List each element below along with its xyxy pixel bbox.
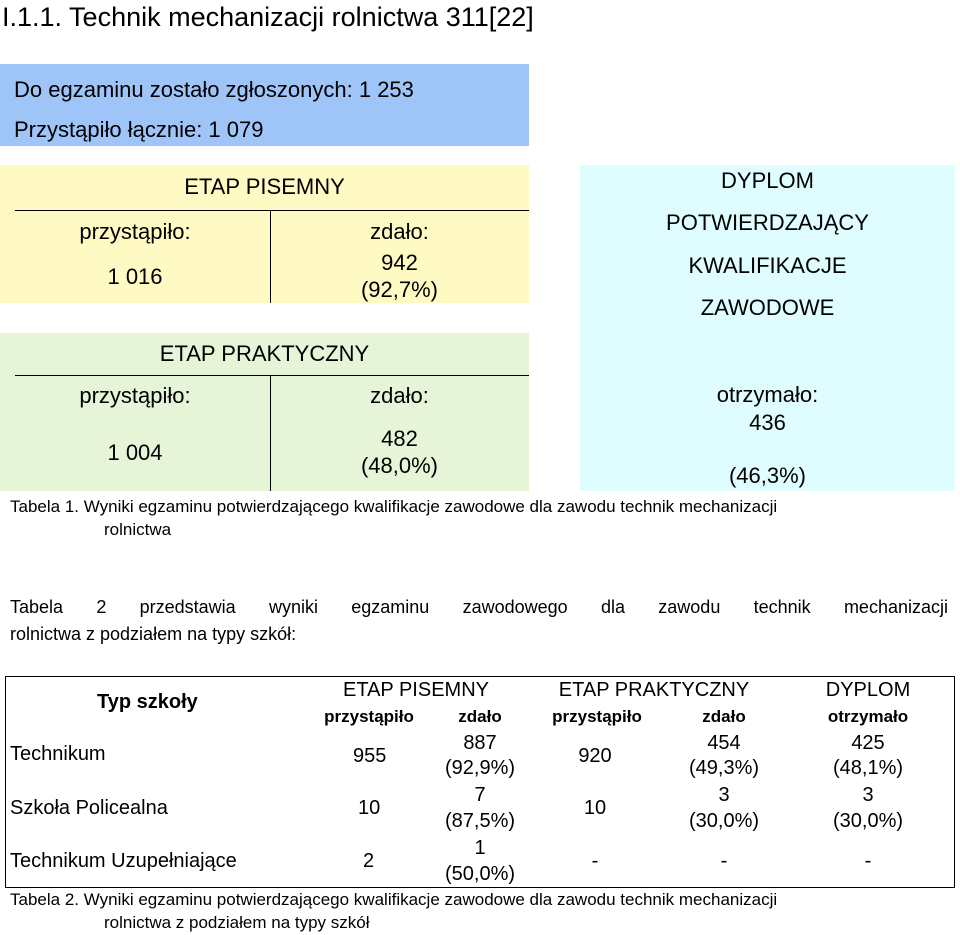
row-uzupelniajace-written-participated: 2: [363, 850, 375, 872]
table1-caption-continued: rolnictwa: [104, 520, 172, 539]
row-technikum-practical-participated: 920: [578, 745, 612, 767]
diploma-title-line: DYPLOM: [721, 168, 814, 193]
group-header-diploma: DYPLOM: [825, 679, 911, 701]
practical-stage-title: ETAP PRAKTYCZNY: [159, 341, 370, 366]
row-uzupelniajace-practical-passed: -: [720, 850, 728, 872]
practical-passed-percent: (48,0%): [360, 453, 439, 478]
row-technikum-written-passed: 887: [463, 732, 497, 754]
sub-header-diploma-received: otrzymało: [827, 707, 909, 726]
row-uzupelniajace-written-passed: 1: [474, 837, 486, 859]
practical-passed-value: 482: [381, 426, 418, 451]
written-passed-percent: (92,7%): [360, 277, 439, 302]
row-policealna-written-participated: 10: [358, 797, 381, 819]
written-participated-value: 1 016: [107, 264, 163, 289]
practical-stage-divider: [15, 375, 529, 376]
table-border-top: [5, 676, 955, 677]
table2-caption: Tabela 2. Wyniki egzaminu potwierdzającego kwalifikacje zawodowe dla zawodu technik mechanizacji: [10, 890, 778, 909]
table1-caption: Tabela 1. Wyniki egzaminu potwierdzającego kwalifikacje zawodowe dla zawodu technik mechanizacji: [10, 497, 778, 516]
row-technikum-diploma-received-pct: (48,1%): [832, 757, 904, 779]
group-header-written: ETAP PISEMNY: [343, 679, 489, 701]
diploma-received-label: otrzymało:: [716, 382, 819, 407]
row-technikum-practical-passed: 454: [707, 732, 741, 754]
row-uzupelniajace-practical-participated: -: [591, 850, 599, 872]
row-policealna-name: Szkoła Policealna: [10, 797, 168, 819]
sub-header-practical-passed: zdało: [702, 707, 746, 726]
row-policealna-practical-passed: 3: [718, 784, 730, 806]
practical-participated-label: przystąpiło:: [79, 383, 191, 408]
written-passed-value: 942: [381, 250, 418, 275]
row-technikum-diploma-received: 425: [851, 732, 885, 754]
registered-count-text: Do egzaminu zostało zgłoszonych: 1 253: [14, 77, 414, 102]
row-technikum-name: Technikum: [10, 743, 106, 765]
intro-paragraph-line: rolnictwa z podziałem na typy szkół:: [10, 624, 297, 644]
written-stage-box: [0, 165, 529, 303]
written-stage-divider: [15, 210, 529, 211]
page-heading: I.1.1. Technik mechanizacji rolnictwa 311[22]: [2, 2, 534, 32]
row-uzupelniajace-diploma-received: -: [864, 850, 872, 872]
practical-passed-label: zdało:: [370, 383, 429, 408]
sub-header-practical-participated: przystąpiło: [552, 707, 642, 726]
results-by-school-type-table: [5, 676, 955, 888]
practical-participated-value: 1 004: [107, 440, 163, 465]
row-technikum-written-passed-pct: (92,9%): [444, 757, 516, 779]
row-policealna-practical-participated: 10: [583, 797, 607, 819]
written-passed-label: zdało:: [370, 219, 429, 244]
diploma-title-line: ZAWODOWE: [700, 295, 835, 320]
written-participated-label: przystąpiło:: [79, 219, 191, 244]
school-type-header: Typ szkoły: [97, 691, 198, 713]
diploma-received-value: 436: [749, 410, 786, 435]
intro-paragraph-line: Tabela 2 przedstawia wyniki egzaminu zawodowego dla zawodu technik mechanizacji: [10, 597, 948, 617]
participated-total-text: Przystąpiło łącznie: 1 079: [14, 117, 264, 142]
table-border-left: [5, 676, 6, 888]
row-uzupelniajace-name: Technikum Uzupełniające: [10, 850, 237, 872]
table-border-bottom: [5, 887, 955, 888]
diploma-title-line: POTWIERDZAJĄCY: [666, 210, 869, 235]
row-policealna-diploma-received-pct: (30,0%): [832, 810, 904, 832]
diploma-title-line: KWALIFIKACJE: [688, 253, 847, 278]
row-policealna-written-passed: 7: [474, 784, 486, 806]
row-uzupelniajace-written-passed-pct: (50,0%): [444, 863, 516, 885]
written-stage-title: ETAP PISEMNY: [184, 174, 345, 199]
practical-stage-box: [0, 333, 529, 491]
row-technikum-written-participated: 955: [353, 745, 387, 767]
diploma-box: [580, 165, 955, 491]
group-header-practical: ETAP PRAKTYCZNY: [558, 679, 750, 701]
row-policealna-written-passed-pct: (87,5%): [444, 810, 516, 832]
sub-header-written-participated: przystąpiło: [324, 707, 414, 726]
sub-header-written-passed: zdało: [458, 707, 502, 726]
diploma-received-percent: (46,3%): [728, 463, 807, 488]
row-policealna-practical-passed-pct: (30,0%): [688, 810, 760, 832]
row-technikum-practical-passed-pct: (49,3%): [688, 757, 760, 779]
row-policealna-diploma-received: 3: [862, 784, 874, 806]
table2-caption-continued: rolnictwa z podziałem na typy szkół: [104, 913, 370, 932]
